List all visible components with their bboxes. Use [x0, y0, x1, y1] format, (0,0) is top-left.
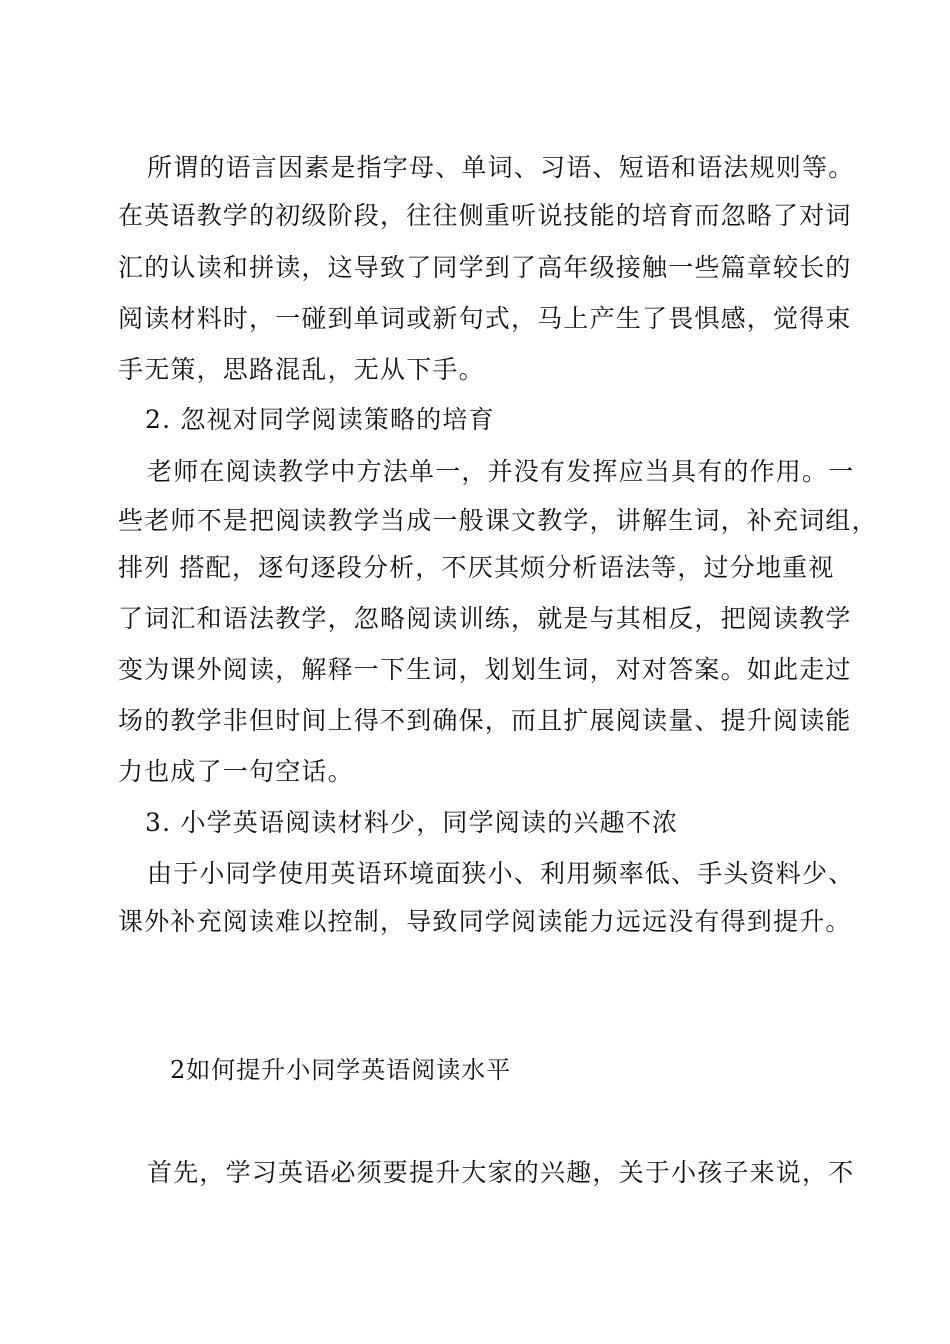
- paragraph-3-line-1: 由于小同学使用英语环境面狭小、利用频率低、手头资料少、: [147, 859, 855, 888]
- paragraph-2-line-2: 些老师不是把阅读教学当成一般课文教学，讲解生词，补充词组，: [118, 506, 878, 535]
- paragraph-1-line-1: 所谓的语言因素是指字母、单词、习语、短语和语法规则等。: [147, 153, 855, 182]
- section-heading: 2如何提升小同学英语阅读水平: [170, 1056, 512, 1084]
- paragraph-2-line-7: 力也成了一句空话。: [118, 757, 354, 786]
- paragraph-2-line-4: 了词汇和语法教学，忽略阅读训练，就是与其相反，把阅读教学: [118, 604, 852, 633]
- item-2-title: 2. 忽视对同学阅读策略的培育: [145, 405, 495, 434]
- paragraph-2-line-1: 老师在阅读教学中方法单一，并没有发挥应当具有的作用。一: [147, 457, 855, 486]
- paragraph-2-line-6: 场的教学非但时间上得不到确保，而且扩展阅读量、提升阅读能: [118, 706, 852, 735]
- item-3-title: 3. 小学英语阅读材料少，同学阅读的兴趣不浓: [145, 808, 679, 837]
- paragraph-1-line-3: 汇的认读和拼读，这导致了同学到了高年级接触一些篇章较长的: [118, 253, 852, 282]
- paragraph-1-line-4: 阅读材料时，一碰到单词或新句式，马上产生了畏惧感，觉得束: [118, 304, 852, 333]
- paragraph-4-line-1: 首先，学习英语必须要提升大家的兴趣，关于小孩子来说，不: [147, 1158, 855, 1187]
- paragraph-2-line-5: 变为课外阅读，解释一下生词，划划生词，对对答案。如此走过: [118, 655, 852, 684]
- paragraph-2-line-3: 排列 搭配，逐句逐段分析，不厌其烦分析语法等，过分地重视: [118, 553, 835, 582]
- paragraph-1-line-5: 手无策，思路混乱，无从下手。: [118, 355, 485, 384]
- paragraph-1-line-2: 在英语教学的初级阶段，往往侧重听说技能的培育而忽略了对词: [118, 201, 852, 230]
- paragraph-3-line-2: 课外补充阅读难以控制，导致同学阅读能力远远没有得到提升。: [118, 907, 852, 936]
